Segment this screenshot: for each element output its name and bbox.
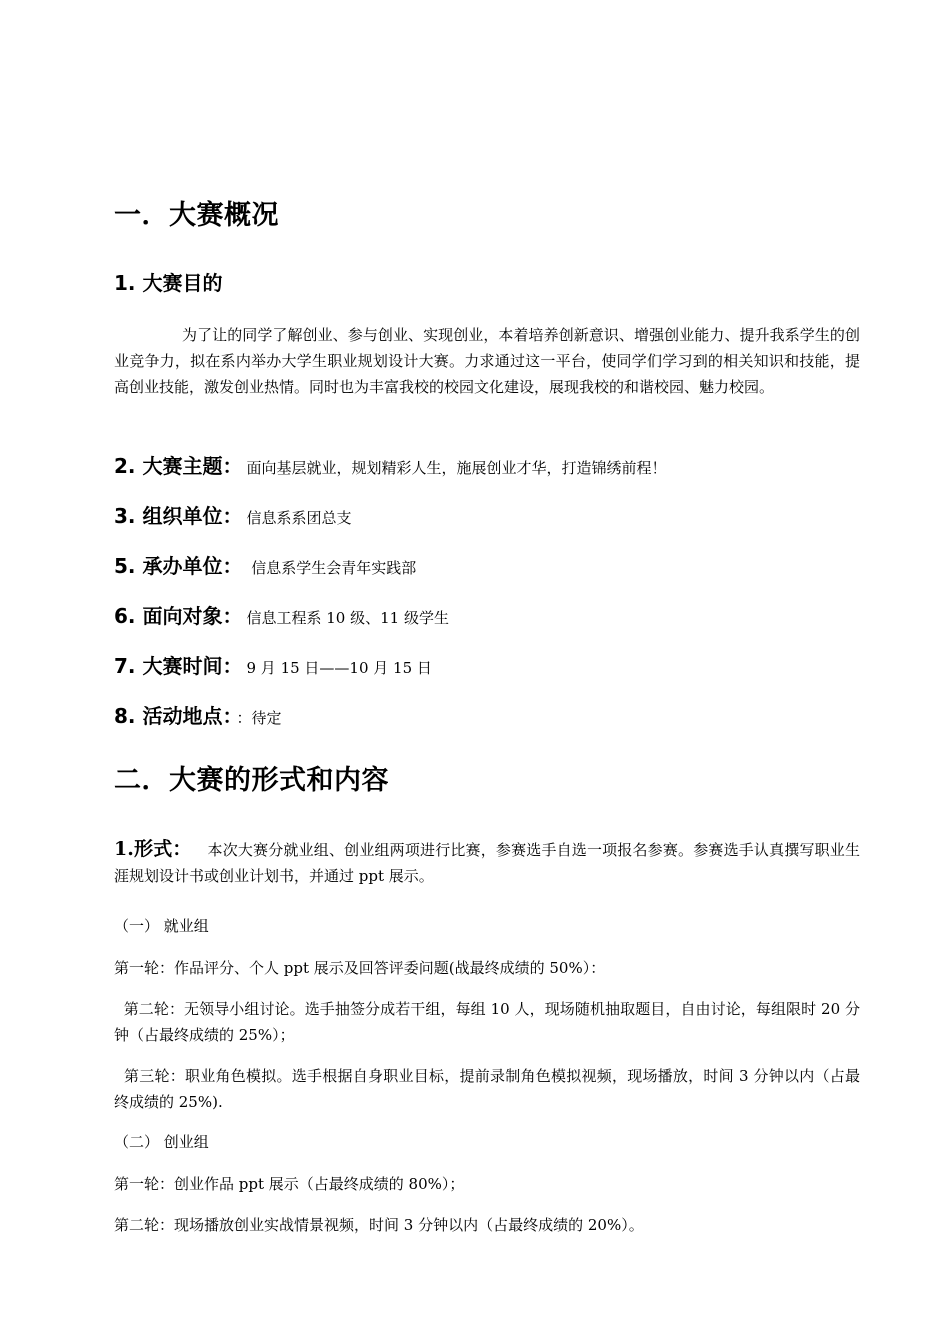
organizer-label: 3. 组织单位： <box>114 504 243 528</box>
time-label: 7. 大赛时间： <box>114 654 243 678</box>
section2-heading: 二．大赛的形式和内容 <box>114 765 389 796</box>
audience-value: 信息工程系 10 级、11 级学生 <box>246 609 449 627</box>
purpose-heading: 1. 大赛目的 <box>114 271 223 295</box>
employment-round-1: 第一轮：作品评分、个人 ppt 展示及回答评委问题(战最终成绩的 50%）： <box>114 959 606 977</box>
organizer-row <box>114 502 860 532</box>
employment-group-title: （一） 就业组 <box>114 917 209 935</box>
employment-round-2: 第二轮：无领导小组讨论。选手抽签分成若干组，每组 10 人，现场随机抽取题目，自由讨论，每组限时 20 分钟（占最终成绩的 25%）； <box>114 1000 860 1044</box>
time-value: 9 月 15 日——10 月 15 日 <box>246 659 432 677</box>
employment-round-3: 第三轮：职业角色模拟。选手根据自身职业目标，提前录制角色模拟视频，现场播放，时间 3 分钟以内（占最终成绩的 25%). <box>114 1067 860 1111</box>
location-label: 8. 活动地点： <box>114 704 233 728</box>
theme-row <box>114 452 860 482</box>
purpose-paragraph: 为了让的同学了解创业、参与创业、实现创业，本着培养创新意识、增强创业能力、提升我系学生的创业竞争力，拟在系内举办大学生职业规划设计大赛。力求通过这一平台，使同学们学习到的相关知识和技能，提高创业技能，激发创业热情。同时也为丰富我校的校园文化建设，展现我校的和谐校园、魅力校园。 <box>114 326 860 396</box>
audience-row <box>114 602 860 632</box>
audience-label: 6. 面向对象： <box>114 604 243 628</box>
theme-label: 2. 大赛主题： <box>114 454 243 478</box>
form-paragraph <box>114 836 860 889</box>
section1-heading: 一．大赛概况 <box>114 200 279 231</box>
form-text: 本次大赛分就业组、创业组两项进行比赛，参赛选手自选一项报名参赛。参赛选手认真撰写职业生涯规划设计书或创业计划书，并通过 ppt 展示。 <box>114 841 860 885</box>
startup-group-title: （二） 创业组 <box>114 1133 209 1151</box>
time-row <box>114 652 860 682</box>
theme-value: 面向基层就业，规划精彩人生，施展创业才华，打造锦绣前程！ <box>246 459 667 477</box>
form-label: 1.形式： <box>114 838 192 860</box>
startup-round-2: 第二轮：现场播放创业实战情景视频，时间 3 分钟以内（占最终成绩的 20%）。 <box>114 1216 644 1234</box>
startup-round-1: 第一轮：创业作品 ppt 展示（占最终成绩的 80%）； <box>114 1175 465 1193</box>
host-row <box>114 552 860 582</box>
organizer-value: 信息系系团总支 <box>246 509 352 527</box>
host-label: 5. 承办单位： <box>114 554 243 578</box>
location-value: ：待定 <box>236 709 282 727</box>
host-value: 信息系学生会青年实践部 <box>246 559 417 577</box>
location-row <box>114 702 860 732</box>
